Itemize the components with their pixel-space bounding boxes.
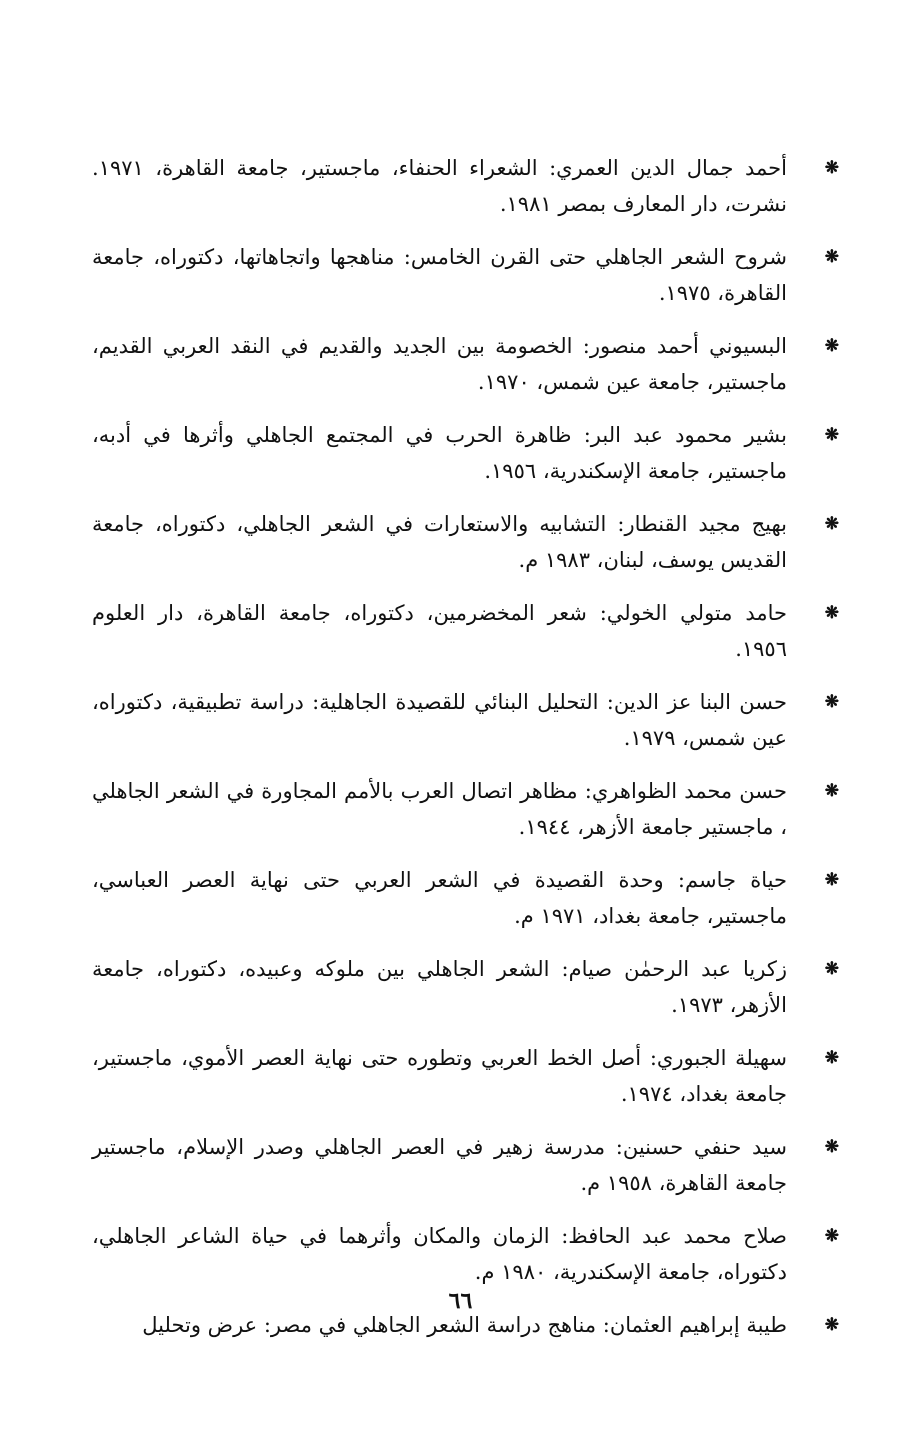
bibliography-entry: [92, 150, 839, 222]
bullet-star-icon: ❋: [824, 870, 839, 890]
bibliography-entry: [92, 1218, 839, 1290]
entry-text: سيد حنفي حسنين: مدرسة زهير في العصر الجاهلي وصدر الإسلام، ماجستير جامعة القاهرة، ١٩٥٨ م.: [92, 1135, 787, 1195]
entry-text: البسيوني أحمد منصور: الخصومة بين الجديد والقديم في النقد العربي القديم، ماجستير، جامعة عين شمس، ١٩٧٠.: [92, 334, 787, 394]
bullet-star-icon: ❋: [824, 1226, 839, 1246]
entry-text: بشير محمود عبد البر: ظاهرة الحرب في المجتمع الجاهلي وأثرها في أدبه، ماجستير، جامعة الإسكندرية، ١٩٥٦.: [92, 423, 787, 483]
page-number: ٦٦: [448, 1288, 473, 1314]
bibliography-entry: [92, 239, 839, 311]
entry-text: حياة جاسم: وحدة القصيدة في الشعر العربي حتى نهاية العصر العباسي، ماجستير، جامعة بغداد، ١٩٧١ م.: [92, 868, 787, 928]
bibliography-entry: [92, 1040, 839, 1112]
bullet-star-icon: ❋: [824, 959, 839, 979]
entry-text: حسن البنا عز الدين: التحليل البنائي للقصيدة الجاهلية: دراسة تطبيقية، دكتوراه، عين شمس، ١٩٧٩.: [92, 690, 787, 750]
bibliography-entry: [92, 1129, 839, 1201]
bibliography-entry: [92, 684, 839, 756]
entry-text: حامد متولي الخولي: شعر المخضرمين، دكتوراه، جامعة القاهرة، دار العلوم ١٩٥٦.: [92, 601, 787, 661]
bullet-star-icon: ❋: [824, 692, 839, 712]
bullet-star-icon: ❋: [824, 1315, 839, 1335]
entry-text: زكريا عبد الرحمٰن صيام: الشعر الجاهلي بين ملوكه وعبيده، دكتوراه، جامعة الأزهر، ١٩٧٣.: [92, 957, 787, 1017]
bullet-star-icon: ❋: [824, 158, 839, 178]
entry-text: أحمد جمال الدين العمري: الشعراء الحنفاء، ماجستير، جامعة القاهرة، ١٩٧١. نشرت، دار المعارف بمصر ١٩٨١.: [92, 156, 787, 216]
bullet-star-icon: ❋: [824, 247, 839, 267]
bibliography-entry: [92, 595, 839, 667]
bullet-star-icon: ❋: [824, 425, 839, 445]
bibliography-entry: [92, 951, 839, 1023]
bullet-star-icon: ❋: [824, 1137, 839, 1157]
bullet-star-icon: ❋: [824, 514, 839, 534]
entry-text: شروح الشعر الجاهلي حتى القرن الخامس: مناهجها واتجاهاتها، دكتوراه، جامعة القاهرة، ١٩٧٥.: [92, 245, 787, 305]
bibliography-entry: [92, 328, 839, 400]
bullet-star-icon: ❋: [824, 781, 839, 801]
entry-text: حسن محمد الظواهري: مظاهر اتصال العرب بالأمم المجاورة في الشعر الجاهلي ، ماجستير جامعة الأزهر، ١٩٤٤.: [92, 779, 787, 839]
entry-text: بهيج مجيد القنطار: التشابيه والاستعارات في الشعر الجاهلي، دكتوراه، جامعة القديس يوسف، لبنان، ١٩٨٣ م.: [92, 512, 787, 572]
entry-text: سهيلة الجبوري: أصل الخط العربي وتطوره حتى نهاية العصر الأموي، ماجستير، جامعة بغداد، ١٩٧٤.: [92, 1046, 787, 1106]
bullet-star-icon: ❋: [824, 1048, 839, 1068]
bibliography-entry: [92, 773, 839, 845]
bibliography-entry: [92, 506, 839, 578]
bibliography-list: [92, 150, 839, 1360]
bibliography-entry: [92, 417, 839, 489]
bibliography-entry: [92, 862, 839, 934]
bullet-star-icon: ❋: [824, 603, 839, 623]
entry-text: طيبة إبراهيم العثمان: مناهج دراسة الشعر الجاهلي في مصر: عرض وتحليل: [142, 1313, 787, 1337]
bullet-star-icon: ❋: [824, 336, 839, 356]
entry-text: صلاح محمد عبد الحافظ: الزمان والمكان وأثرهما في حياة الشاعر الجاهلي، دكتوراه، جامعة الإسكندرية، ١٩٨٠ م.: [92, 1224, 787, 1284]
